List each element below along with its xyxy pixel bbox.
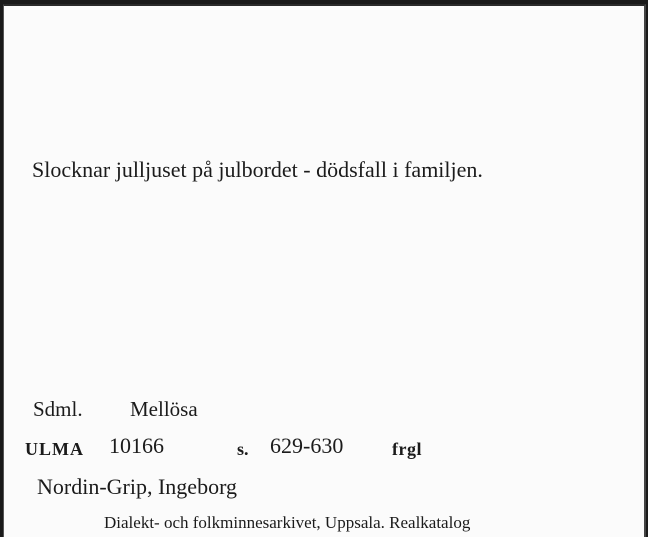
parish-name: Mellösa <box>130 397 198 421</box>
page-range: 629-630 <box>270 433 344 458</box>
archive-code: ULMA <box>25 439 84 459</box>
collector-name: Nordin-Grip, Ingeborg <box>37 474 237 499</box>
card-footer: Dialekt- och folkminnesarkivet, Uppsala. Realkatalog <box>104 513 471 532</box>
record-type: frgl <box>392 439 422 459</box>
region-abbreviation: Sdml. <box>33 397 83 421</box>
accession-number: 10166 <box>109 433 164 458</box>
card-description: Slocknar julljuset på julbordet - dödsfall i familjen. <box>32 157 483 182</box>
pages-prefix: s. <box>237 439 249 459</box>
catalog-card <box>3 4 646 537</box>
